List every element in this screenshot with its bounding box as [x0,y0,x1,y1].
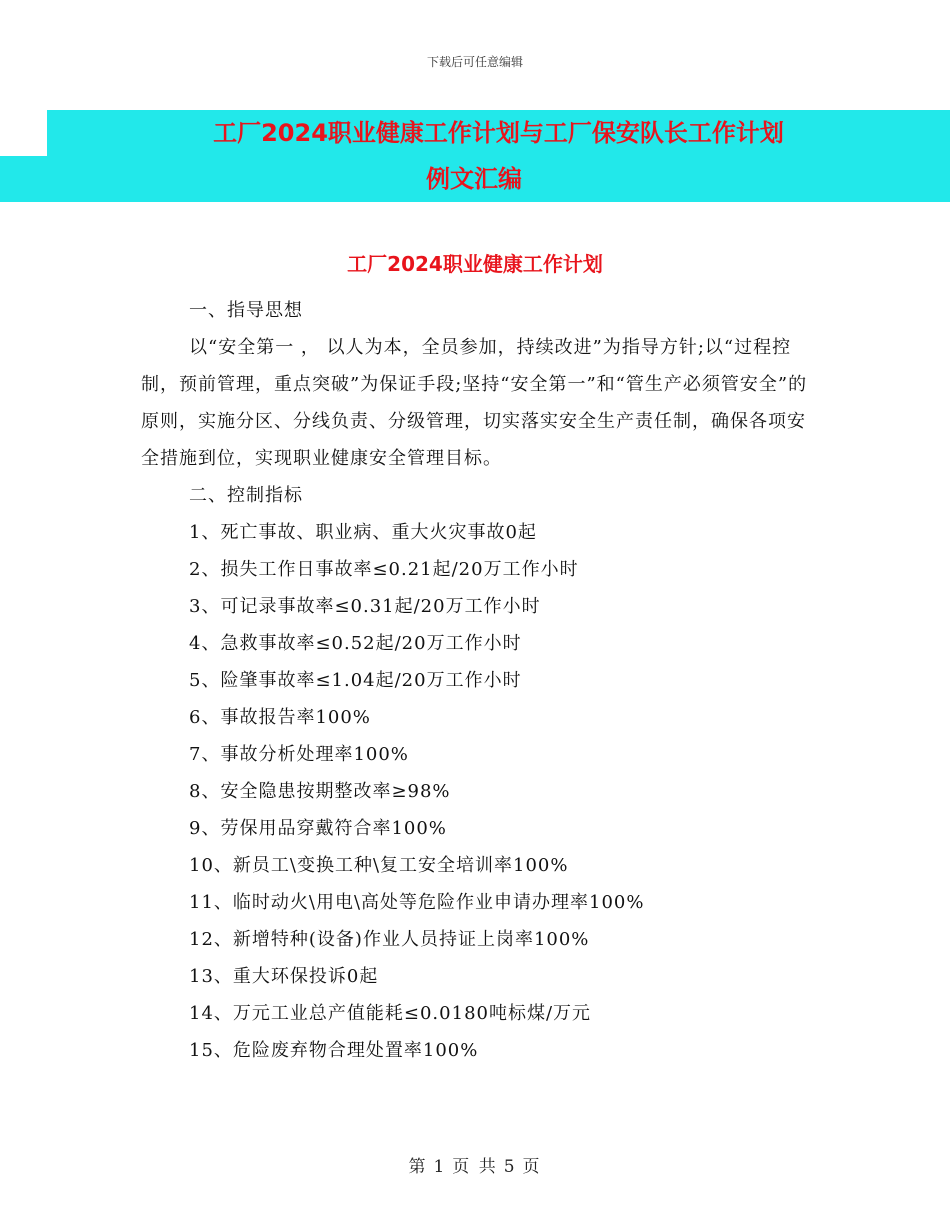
list-item: 15、危险废弃物合理处置率100% [189,1040,479,1061]
footer-suffix: 页 [522,1157,542,1177]
list-item: 2、损失工作日事故率≤0.21起/20万工作小时 [189,559,579,580]
list-item: 5、险肇事故率≤1.04起/20万工作小时 [189,670,522,691]
header-note: 下载后可任意编辑 [426,55,523,69]
list-item: 12、新增特种(设备)作业人员持证上岗率100% [189,929,590,950]
list-item: 13、重大环保投诉0起 [189,966,379,987]
document-body [141,292,811,1069]
list-item: 7、事故分析处理率100% [189,744,409,765]
document-title [0,110,950,202]
page-footer [0,1152,950,1177]
list-item: 6、事故报告率100% [189,707,371,728]
list-item: 3、可记录事故率≤0.31起/20万工作小时 [189,596,541,617]
list-item: 4、急救事故率≤0.52起/20万工作小时 [189,633,522,654]
paragraph-guiding-ideology: 以“安全第一 ， 以人为本，全员参加，持续改进”为指导方针;以“过程控制，预前管理，重点突破”为保证手段;坚持“安全第一”和“管生产必须管安全”的原则，实施分区、分线负责、分级管理，切实落实安全生产责任制，确保各项安全措施到位，实现职业健康安全管理目标。 [141,337,808,469]
title-line-2: 例文汇编 [426,165,522,193]
list-item: 8、安全隐患按期整改率≥98% [189,781,451,802]
list-item: 11、临时动火\用电\高处等危险作业申请办理率100% [189,892,645,913]
title-line-1: 工厂2024职业健康工作计划与工厂保安队长工作计划 [213,119,784,147]
page-total: 5 [503,1157,517,1177]
page-number: 1 [433,1157,447,1177]
footer-middle: 页 共 [452,1157,498,1177]
section-title: 工厂2024职业健康工作计划 [347,252,603,276]
list-item: 1、死亡事故、职业病、重大火灾事故0起 [189,522,537,543]
footer-prefix: 第 [408,1157,428,1177]
list-item: 9、劳保用品穿戴符合率100% [189,818,447,839]
heading-guiding-ideology: 一、指导思想 [189,300,303,321]
list-item: 14、万元工业总产值能耗≤0.0180吨标煤/万元 [189,1003,592,1024]
list-item: 10、新员工\变换工种\复工安全培训率100% [189,855,569,876]
heading-control-indicators: 二、控制指标 [189,485,303,506]
